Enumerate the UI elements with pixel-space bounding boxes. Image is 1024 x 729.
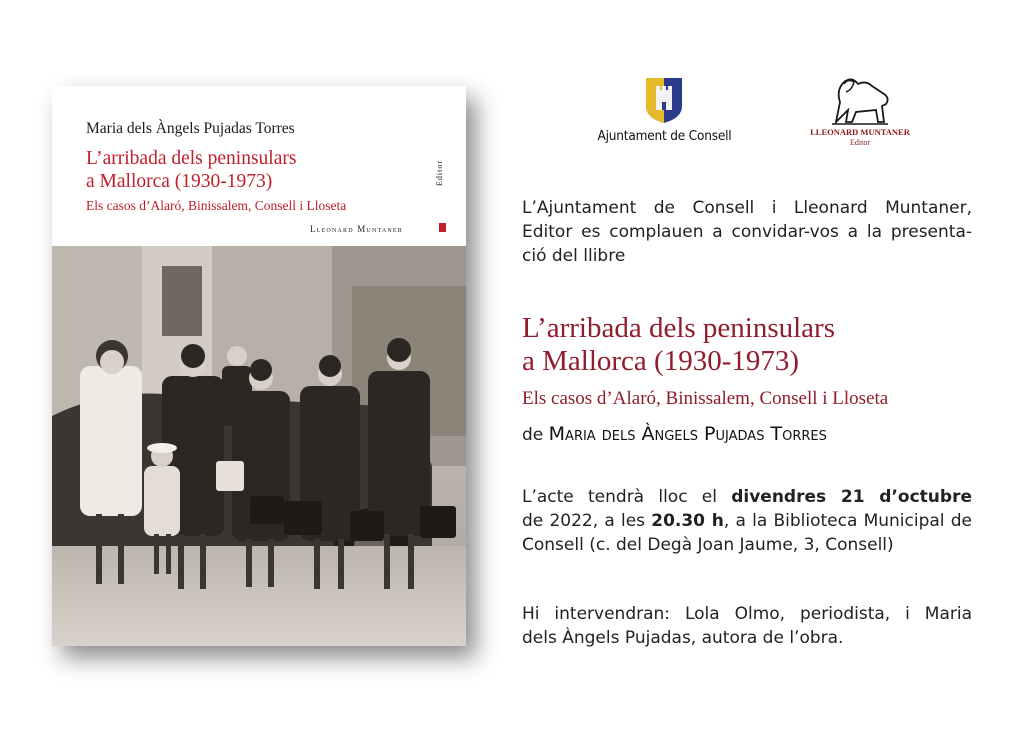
lm-logo-name: LLEONARD MUNTANER [810,127,910,137]
cover-subtitle: Els casos d’Alaró, Binissalem, Consell i Lloseta [86,198,347,213]
speakers-line: Hi intervendran: Lola Olmo, periodista, i Maria [522,604,972,624]
event-date: divendres 21 d’octubre [731,487,972,507]
author-line [522,423,827,445]
cover-title-line1: L’arribada dels peninsulars [86,148,297,169]
event-time: 20.30 h [651,511,724,531]
consell-logo-text: Ajuntament de Consell [597,128,732,144]
invitation-paragraph [522,196,972,268]
cover-editor-vertical: Editor [435,160,444,186]
speakers-paragraph [522,602,972,650]
event-paragraph [522,485,972,557]
cover-header [52,86,466,246]
consell-logo [582,76,747,151]
invitation-line: Editor es complauen a convidar-vos a la presenta- [522,222,972,242]
lleonard-muntaner-logo [800,70,920,155]
book-subtitle: Els casos d’Alaró, Binissalem, Consell i Lloseta [522,388,889,409]
event-line [522,509,972,533]
invitation-line: ció del llibre [522,246,626,266]
author-name: Maria dels Àngels Pujadas Torres [548,423,827,445]
consell-shield-icon [644,76,684,124]
event-text: de 2022, a les [522,511,652,531]
event-line [522,485,972,509]
event-line: Consell (c. del Degà Joan Jaume, 3, Consell) [522,535,894,555]
author-prefix: de [522,425,544,445]
event-text: , a la Biblioteca Municipal de [723,511,972,531]
invitation-line: L’Ajuntament de Consell i Lleonard Muntaner, [522,198,972,218]
book-cover [52,86,466,646]
cover-photo [52,246,466,646]
vintage-photo-illustration [52,246,466,646]
book-title-line2: a Mallorca (1930-1973) [522,345,800,377]
lm-logo-editor: Editor [850,138,870,147]
cover-title-line2: a Mallorca (1930-1973) [86,171,273,192]
book-title-line1: L’arribada dels peninsulars [522,312,835,344]
lion-icon [826,72,894,126]
cover-red-square [439,223,446,232]
cover-publisher: Lleonard Muntaner [310,224,403,234]
cover-author: Maria dels Àngels Pujadas Torres [86,120,295,137]
event-text: L’acte tendrà lloc el [522,487,732,507]
speakers-line: dels Àngels Pujadas, autora de l’obra. [522,628,844,648]
